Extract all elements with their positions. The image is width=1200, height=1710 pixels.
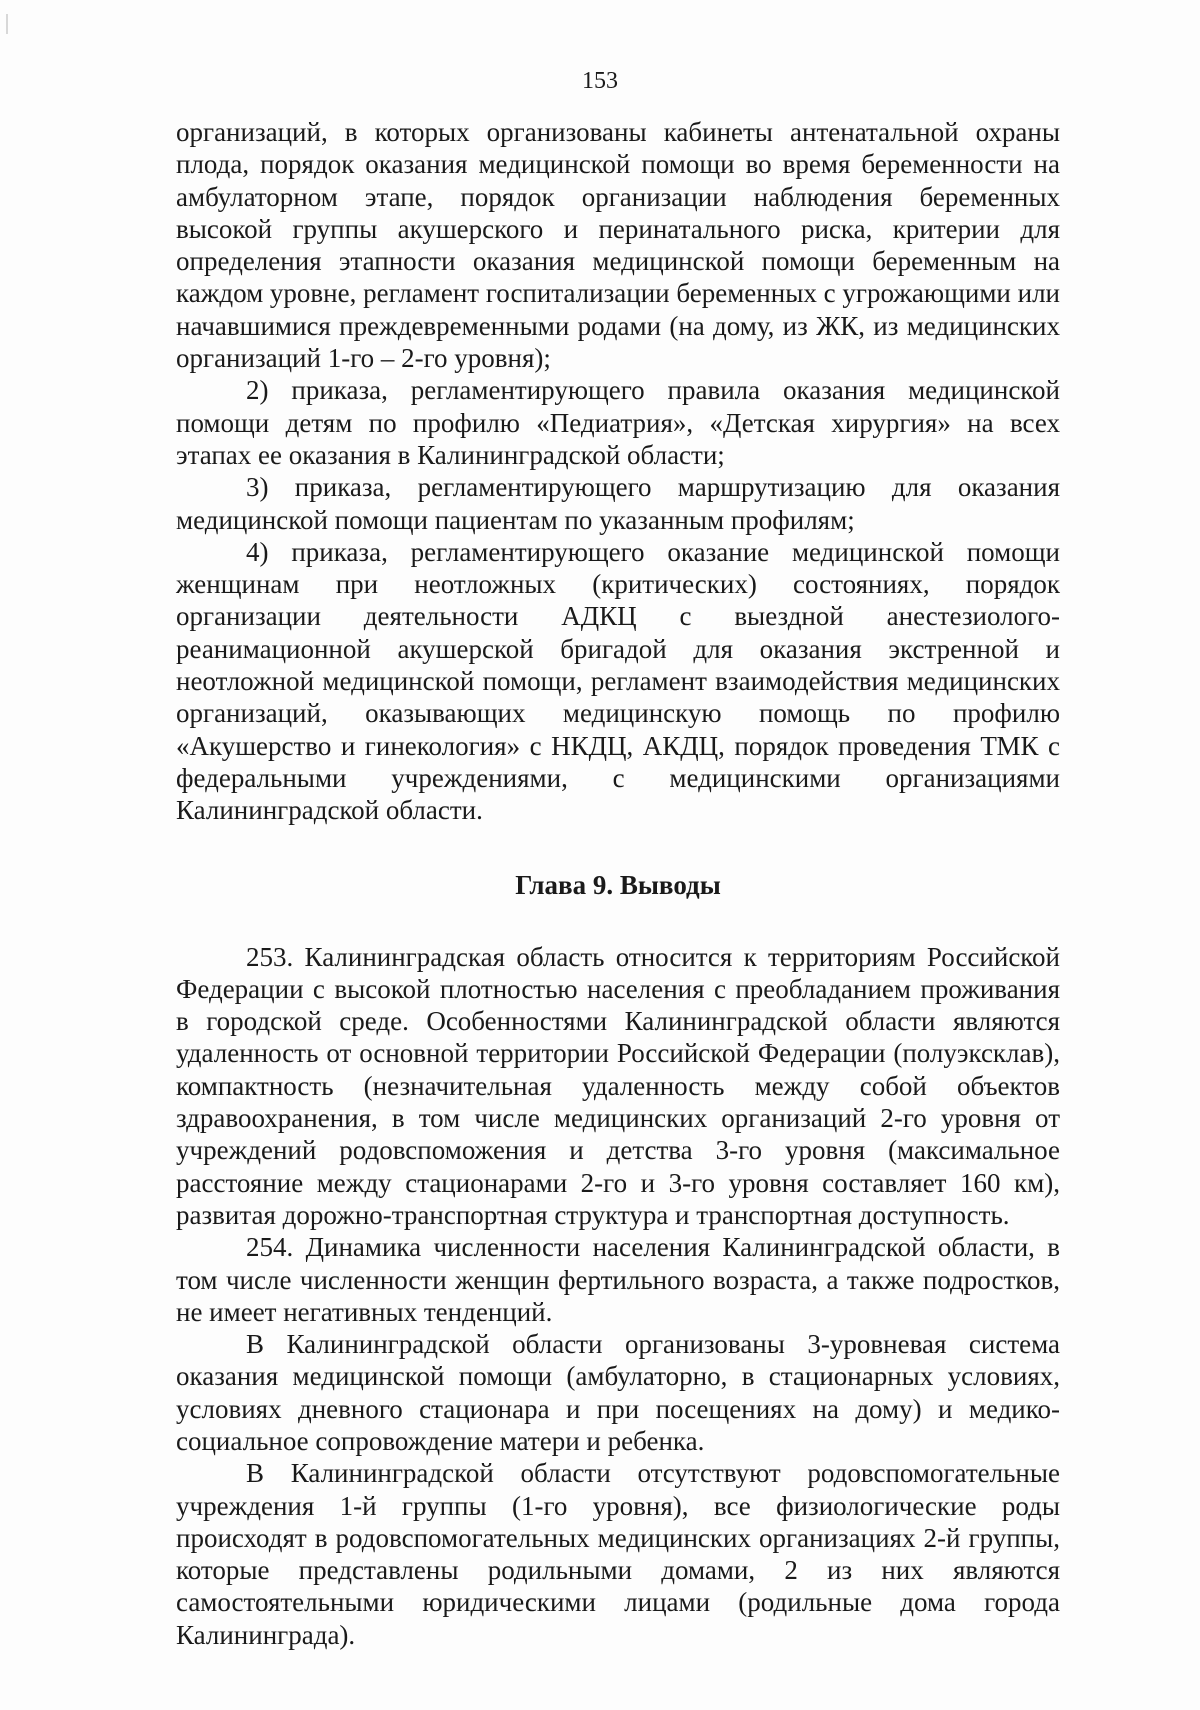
- paragraph: 253. Калининградская область относится к территориям Российской Федерации с высокой плотностью населения с преобладанием проживания в городской среде. Особенностями Калининградской области являются удаленность от основной территории Российской Федерации (полуэксклав), компактность (незначительная удаленность между собой объектов здравоохранения, в том числе медицинских организаций 2-го уровня от учреждений родовспоможения и детства 3-го уровня (максимальное расстояние между стационарами 2-го и 3-го уровня составляет 160 км), развитая дорожно-транспортная структура и транспортная доступность.: [176, 941, 1060, 1230]
- chapter-heading: Глава 9. Выводы: [515, 869, 721, 900]
- paragraph: В Калининградской области организованы 3-уровневая система оказания медицинской помощи (амбулаторно, в стационарных условиях, условиях дневного стационара и при посещениях на дому) и медико-социальное сопровождение матери и ребенка.: [176, 1329, 1060, 1456]
- paragraph: 4) приказа, регламентирующего оказание медицинской помощи женщинам при неотложных (критических) состояниях, порядок организации деятельности АДКЦ с выездной анестезиолого-реанимационной акушерской бригадой для оказания экстренной и неотложной медицинской помощи, регламент взаимодействия медицинских организаций, оказывающих медицинскую помощь по профилю «Акушерство и гинекология» с НКДЦ, АКДЦ, порядок проведения ТМК с федеральными учреждениями, с медицинскими организациями Калининградской области.: [176, 536, 1060, 826]
- page-number: 153: [582, 68, 618, 94]
- paragraph: 2) приказа, регламентирующего правила оказания медицинской помощи детям по профилю «Педиатрия», «Детская хирургия» на всех этапах ее оказания в Калининградской области;: [176, 375, 1060, 470]
- page-content: [176, 116, 1060, 1651]
- paragraph: В Калининградской области отсутствуют родовспомогательные учреждения 1-й группы (1-го уровня), все физиологические роды происходят в родовспомогательных медицинских организациях 2-й группы, которые представлены родильными домами, 2 из них являются самостоятельными юридическими лицами (родильные дома города Калининграда).: [176, 1458, 1060, 1650]
- paragraph: организаций, в которых организованы кабинеты антенатальной охраны плода, порядок оказания медицинской помощи во время беременности на амбулаторном этапе, порядок организации наблюдения беременных высокой группы акушерского и перинатального риска, критерии для определения этапности оказания медицинской помощи беременным на каждом уровне, регламент госпитализации беременных с угрожающими или начавшимися преждевременными родами (на дому, из ЖК, из медицинских организаций 1-го – 2-го уровня);: [176, 117, 1060, 374]
- binding-mark: [6, 14, 8, 34]
- paragraph: 254. Динамика численности населения Калининградской области, в том числе численности женщин фертильного возраста, а также подростков, не имеет негативных тенденций.: [176, 1232, 1060, 1327]
- paragraph: 3) приказа, регламентирующего маршрутизацию для оказания медицинской помощи пациентам по указанным профилям;: [176, 472, 1060, 535]
